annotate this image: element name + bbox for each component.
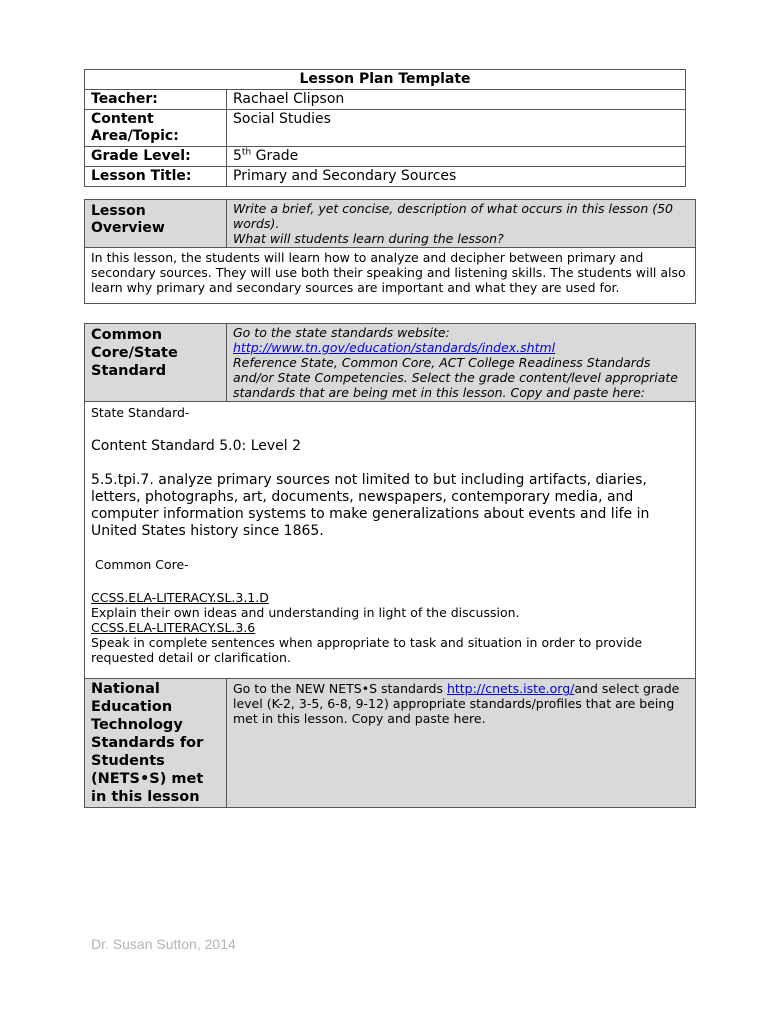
content-area-value: Social Studies [227, 110, 686, 147]
grade-level-label: Grade Level: [85, 147, 227, 167]
standards-instructions [227, 324, 696, 402]
overview-instructions [227, 200, 696, 248]
content-standard: Content Standard 5.0: Level 2 [91, 438, 302, 454]
standards-instr-post: Reference State, Common Core, ACT College Readiness Standards and/or State Competencies. Select the grade content/level appropriate standards that are being met in this lesson. Copy and paste here: [233, 355, 678, 400]
grade-word: Grade [251, 148, 299, 164]
overview-instruction-1: Write a brief, yet concise, description of what occurs in this lesson (50 words). [233, 201, 673, 231]
cc-code-1[interactable]: CCSS.ELA-LITERACY.SL.3.1.D [91, 590, 269, 605]
teacher-label: Teacher: [85, 90, 227, 110]
standards-label: Common Core/State Standard [85, 324, 227, 402]
content-area-label: Content Area/Topic: [85, 110, 227, 147]
cc-text-1: Explain their own ideas and understanding in light of the discussion. [91, 605, 520, 620]
lesson-header-table [84, 69, 686, 187]
state-standard-label: State Standard- [91, 405, 190, 420]
grade-suffix: th [241, 147, 252, 158]
footer-credit: Dr. Susan Sutton, 2014 [91, 936, 236, 952]
cc-code-2[interactable]: CCSS.ELA-LITERACY.SL.3.6 [91, 620, 256, 635]
nets-link[interactable]: http://cnets.iste.org/ [446, 681, 575, 696]
lesson-title-value: Primary and Secondary Sources [227, 167, 686, 187]
lesson-overview-table [84, 199, 696, 304]
grade-number: 5 [233, 148, 242, 164]
teacher-value: Rachael Clipson [227, 90, 686, 110]
lesson-title-label: Lesson Title: [85, 167, 227, 187]
cc-text-2: Speak in complete sentences when appropriate to task and situation in order to provide requested detail or clarification. [91, 635, 643, 665]
tn-standards-link[interactable]: http://www.tn.gov/education/standards/index.shtml [233, 340, 556, 355]
standard-text: 5.5.tpi.7. analyze primary sources not limited to but including artifacts, diaries, letters, photographs, art, documents, newspapers, contemporary media, and computer information systems to make generalizations about events and life in United States history since 1865. [91, 472, 650, 539]
nets-instr-pre: Go to the NEW NETS•S standards [233, 681, 447, 696]
standards-instr-pre: Go to the state standards website: [233, 325, 450, 340]
nets-instr-post: and select grade level (K-2, 3-5, 6-8, 9-12) appropriate standards/profiles that are being met in this lesson. Copy and paste here. [233, 681, 680, 726]
nets-label: National Education Technology Standards for Students (NETS•S) met in this lesson [85, 679, 227, 808]
overview-body: In this lesson, the students will learn how to analyze and decipher between primary and secondary sources. They will use both their speaking and listening skills. The students will also learn why primary and secondary sources are important and what they are used for. [85, 248, 696, 304]
grade-level-value [227, 147, 686, 167]
overview-label: Lesson Overview [85, 200, 227, 248]
nets-instructions [227, 679, 696, 808]
standards-table [84, 323, 696, 808]
overview-instruction-2: What will students learn during the lesson? [233, 231, 504, 246]
template-title: Lesson Plan Template [85, 70, 686, 90]
common-core-label: Common Core- [91, 557, 189, 572]
standards-body [85, 402, 696, 679]
